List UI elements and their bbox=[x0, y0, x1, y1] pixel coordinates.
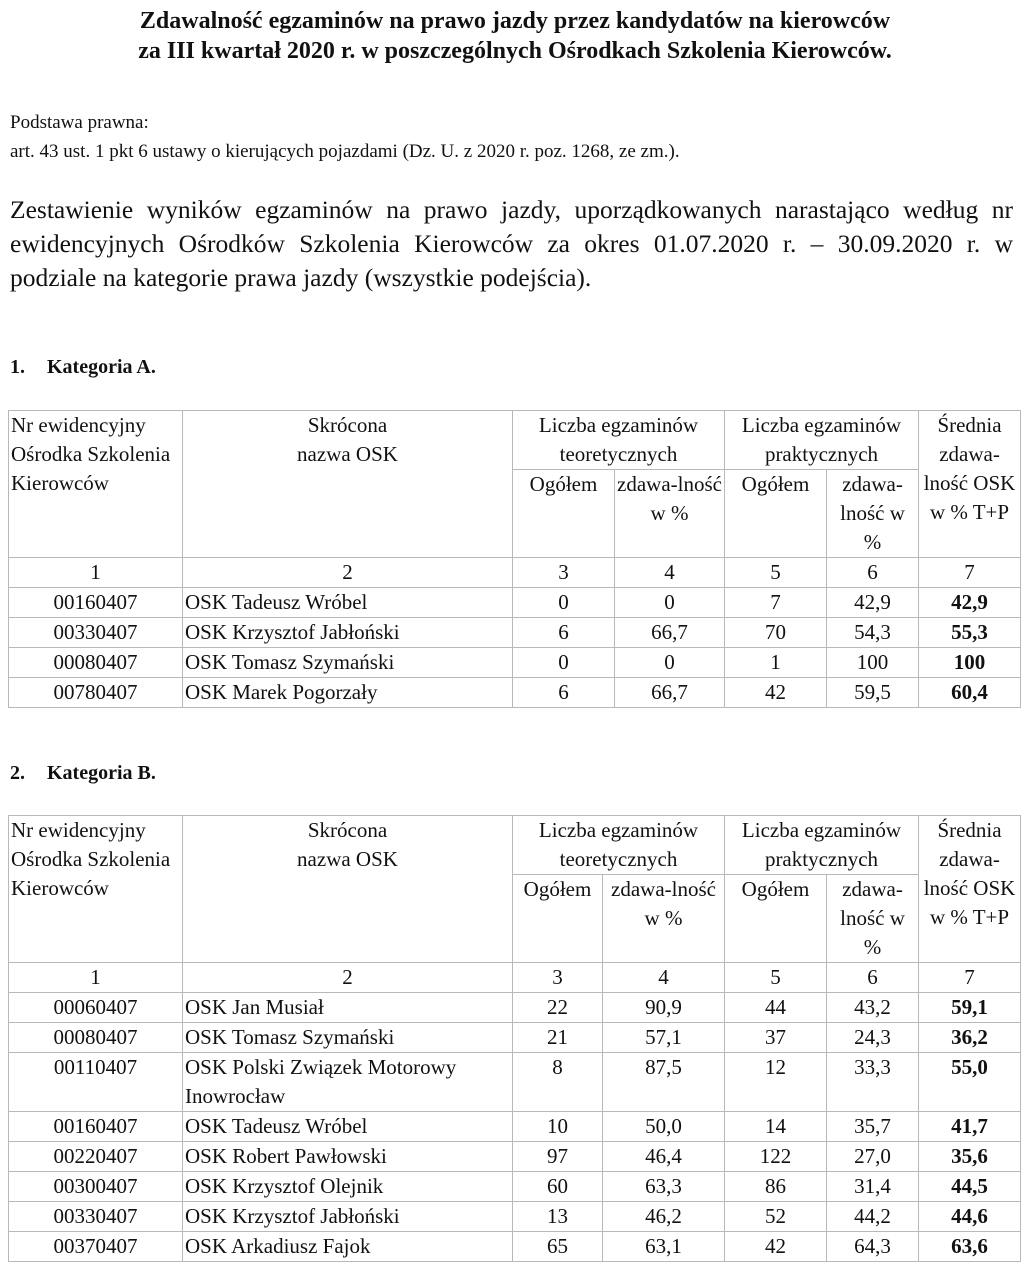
section-heading-category-b bbox=[10, 762, 156, 785]
cell-average: 60,4 bbox=[919, 678, 1021, 708]
column-number: 3 bbox=[513, 558, 615, 588]
cell-practice-pass: 43,2 bbox=[827, 993, 919, 1023]
cell-nr: 00780407 bbox=[9, 678, 183, 708]
section-number: 1. bbox=[10, 356, 25, 378]
cell-practice-total: 42 bbox=[725, 1232, 827, 1262]
cell-nr: 00300407 bbox=[9, 1172, 183, 1202]
header-row bbox=[9, 816, 1021, 875]
cell-theory-total: 6 bbox=[513, 618, 615, 648]
legal-basis-label: Podstawa prawna: bbox=[10, 112, 149, 133]
cell-practice-pass: 24,3 bbox=[827, 1023, 919, 1053]
results-table-category-b bbox=[8, 815, 1021, 1262]
cell-name: OSK Robert Pawłowski bbox=[183, 1142, 513, 1172]
cell-average: 55,3 bbox=[919, 618, 1021, 648]
cell-practice-pass: 33,3 bbox=[827, 1053, 919, 1112]
cell-practice-total: 86 bbox=[725, 1172, 827, 1202]
cell-theory-pass: 46,2 bbox=[603, 1202, 725, 1232]
cell-nr: 00110407 bbox=[9, 1053, 183, 1112]
header-theory-pass: zdawa-lność w % bbox=[615, 470, 725, 558]
cell-name: OSK Krzysztof Jabłoński bbox=[183, 1202, 513, 1232]
cell-practice-pass: 54,3 bbox=[827, 618, 919, 648]
column-number-row bbox=[9, 963, 1021, 993]
cell-name: OSK Tadeusz Wróbel bbox=[183, 588, 513, 618]
header-practice-pass: zdawa-lność w % bbox=[827, 470, 919, 558]
cell-theory-pass: 50,0 bbox=[603, 1112, 725, 1142]
cell-practice-pass: 64,3 bbox=[827, 1232, 919, 1262]
cell-nr: 00330407 bbox=[9, 618, 183, 648]
intro-paragraph: Zestawienie wyników egzaminów na prawo jazdy, uporządkowanych narastająco według nr ewidencyjnych Ośrodków Szkolenia Kierowców za okres 01.07.2020 r. – 30.09.2020 r. w podziale na kategorie prawa jazdy (wszystkie podejścia). bbox=[10, 195, 1013, 292]
cell-practice-pass: 42,9 bbox=[827, 588, 919, 618]
header-theory-total: Ogółem bbox=[513, 875, 603, 963]
cell-theory-total: 0 bbox=[513, 648, 615, 678]
section-title: Kategoria A. bbox=[47, 356, 156, 378]
column-number: 6 bbox=[827, 558, 919, 588]
table-body bbox=[9, 993, 1021, 1262]
cell-nr: 00370407 bbox=[9, 1232, 183, 1262]
cell-theory-pass: 66,7 bbox=[615, 678, 725, 708]
cell-practice-total: 44 bbox=[725, 993, 827, 1023]
document-title bbox=[0, 6, 1030, 66]
column-number-row bbox=[9, 558, 1021, 588]
column-number: 1 bbox=[9, 558, 183, 588]
cell-average: 36,2 bbox=[919, 1023, 1021, 1053]
column-number: 7 bbox=[919, 558, 1021, 588]
title-line-1: Zdawalność egzaminów na prawo jazdy przez kandydatów na kierowców bbox=[139, 8, 891, 34]
cell-name: OSK Krzysztof Jabłoński bbox=[183, 618, 513, 648]
cell-average: 41,7 bbox=[919, 1112, 1021, 1142]
column-number: 4 bbox=[615, 558, 725, 588]
header-name-text: Skrócona nazwa OSK bbox=[297, 818, 398, 871]
cell-name: OSK Jan Musiał bbox=[183, 993, 513, 1023]
cell-average: 55,0 bbox=[919, 1053, 1021, 1112]
cell-theory-total: 60 bbox=[513, 1172, 603, 1202]
cell-practice-pass: 44,2 bbox=[827, 1202, 919, 1232]
header-theory: Liczba egzaminów teoretycznych bbox=[513, 411, 725, 470]
cell-practice-total: 14 bbox=[725, 1112, 827, 1142]
header-row bbox=[9, 411, 1021, 470]
column-number: 2 bbox=[183, 558, 513, 588]
title-line-2: za III kwartał 2020 r. w poszczególnych Ośrodkach Szkolenia Kierowców. bbox=[138, 38, 892, 64]
table-body bbox=[9, 588, 1021, 708]
cell-average: 59,1 bbox=[919, 993, 1021, 1023]
header-average: Średnia zdawa-lność OSK w % T+P bbox=[919, 816, 1021, 963]
cell-name: OSK Polski Związek Motorowy Inowrocław bbox=[183, 1053, 513, 1112]
cell-theory-pass: 0 bbox=[615, 588, 725, 618]
cell-practice-total: 1 bbox=[725, 648, 827, 678]
column-number: 4 bbox=[603, 963, 725, 993]
cell-practice-total: 12 bbox=[725, 1053, 827, 1112]
cell-practice-total: 7 bbox=[725, 588, 827, 618]
cell-theory-total: 8 bbox=[513, 1053, 603, 1112]
cell-average: 42,9 bbox=[919, 588, 1021, 618]
header-nr: Nr ewidencyjny Ośrodka Szkolenia Kierowców bbox=[9, 411, 183, 558]
cell-theory-total: 21 bbox=[513, 1023, 603, 1053]
section-heading-category-a bbox=[10, 356, 156, 379]
cell-practice-pass: 27,0 bbox=[827, 1142, 919, 1172]
section-title: Kategoria B. bbox=[47, 762, 156, 784]
cell-theory-total: 22 bbox=[513, 993, 603, 1023]
column-number: 6 bbox=[827, 963, 919, 993]
cell-average: 35,6 bbox=[919, 1142, 1021, 1172]
cell-nr: 00060407 bbox=[9, 993, 183, 1023]
cell-theory-pass: 87,5 bbox=[603, 1053, 725, 1112]
cell-practice-total: 42 bbox=[725, 678, 827, 708]
cell-theory-pass: 57,1 bbox=[603, 1023, 725, 1053]
legal-basis bbox=[10, 108, 680, 166]
table-row bbox=[9, 1172, 1021, 1202]
header-practice: Liczba egzaminów praktycznych bbox=[725, 411, 919, 470]
cell-nr: 00220407 bbox=[9, 1142, 183, 1172]
cell-practice-total: 122 bbox=[725, 1142, 827, 1172]
cell-practice-total: 37 bbox=[725, 1023, 827, 1053]
header-practice: Liczba egzaminów praktycznych bbox=[725, 816, 919, 875]
cell-name: OSK Arkadiusz Fajok bbox=[183, 1232, 513, 1262]
cell-theory-total: 13 bbox=[513, 1202, 603, 1232]
cell-average: 44,5 bbox=[919, 1172, 1021, 1202]
cell-name: OSK Marek Pogorzały bbox=[183, 678, 513, 708]
table-row bbox=[9, 618, 1021, 648]
results-table-category-a bbox=[8, 410, 1021, 708]
cell-theory-pass: 63,3 bbox=[603, 1172, 725, 1202]
table-row bbox=[9, 678, 1021, 708]
cell-practice-total: 52 bbox=[725, 1202, 827, 1232]
cell-theory-pass: 66,7 bbox=[615, 618, 725, 648]
cell-nr: 00330407 bbox=[9, 1202, 183, 1232]
header-theory-pass: zdawa-lność w % bbox=[603, 875, 725, 963]
header-practice-total: Ogółem bbox=[725, 875, 827, 963]
column-number: 3 bbox=[513, 963, 603, 993]
cell-practice-pass: 31,4 bbox=[827, 1172, 919, 1202]
table-row bbox=[9, 648, 1021, 678]
cell-name: OSK Tomasz Szymański bbox=[183, 648, 513, 678]
cell-name: OSK Tadeusz Wróbel bbox=[183, 1112, 513, 1142]
legal-basis-text: art. 43 ust. 1 pkt 6 ustawy o kierujących pojazdami (Dz. U. z 2020 r. poz. 1268, ze zm.). bbox=[10, 141, 680, 162]
header-average: Średnia zdawa-lność OSK w % T+P bbox=[919, 411, 1021, 558]
cell-practice-total: 70 bbox=[725, 618, 827, 648]
cell-practice-pass: 59,5 bbox=[827, 678, 919, 708]
column-number: 7 bbox=[919, 963, 1021, 993]
table-row bbox=[9, 1232, 1021, 1262]
cell-average: 100 bbox=[919, 648, 1021, 678]
cell-practice-pass: 35,7 bbox=[827, 1112, 919, 1142]
header-name bbox=[183, 411, 513, 558]
cell-theory-pass: 46,4 bbox=[603, 1142, 725, 1172]
cell-nr: 00080407 bbox=[9, 1023, 183, 1053]
cell-theory-total: 6 bbox=[513, 678, 615, 708]
table-row bbox=[9, 1023, 1021, 1053]
header-name-text: Skrócona nazwa OSK bbox=[297, 413, 398, 466]
table-row bbox=[9, 588, 1021, 618]
section-number: 2. bbox=[10, 762, 25, 784]
header-practice-pass: zdawa-lność w % bbox=[827, 875, 919, 963]
cell-theory-total: 0 bbox=[513, 588, 615, 618]
cell-average: 44,6 bbox=[919, 1202, 1021, 1232]
table-row bbox=[9, 1142, 1021, 1172]
table-row bbox=[9, 1112, 1021, 1142]
cell-theory-total: 97 bbox=[513, 1142, 603, 1172]
cell-theory-pass: 0 bbox=[615, 648, 725, 678]
cell-name: OSK Tomasz Szymański bbox=[183, 1023, 513, 1053]
cell-average: 63,6 bbox=[919, 1232, 1021, 1262]
cell-theory-total: 65 bbox=[513, 1232, 603, 1262]
table-row bbox=[9, 1053, 1021, 1112]
cell-theory-pass: 90,9 bbox=[603, 993, 725, 1023]
cell-theory-pass: 63,1 bbox=[603, 1232, 725, 1262]
header-theory: Liczba egzaminów teoretycznych bbox=[513, 816, 725, 875]
cell-name: OSK Krzysztof Olejnik bbox=[183, 1172, 513, 1202]
cell-nr: 00080407 bbox=[9, 648, 183, 678]
header-practice-total: Ogółem bbox=[725, 470, 827, 558]
header-nr: Nr ewidencyjny Ośrodka Szkolenia Kierowców bbox=[9, 816, 183, 963]
column-number: 5 bbox=[725, 963, 827, 993]
column-number: 2 bbox=[183, 963, 513, 993]
cell-practice-pass: 100 bbox=[827, 648, 919, 678]
cell-theory-total: 10 bbox=[513, 1112, 603, 1142]
table-row bbox=[9, 1202, 1021, 1232]
column-number: 5 bbox=[725, 558, 827, 588]
table-row bbox=[9, 993, 1021, 1023]
header-theory-total: Ogółem bbox=[513, 470, 615, 558]
cell-nr: 00160407 bbox=[9, 1112, 183, 1142]
cell-nr: 00160407 bbox=[9, 588, 183, 618]
header-name bbox=[183, 816, 513, 963]
column-number: 1 bbox=[9, 963, 183, 993]
